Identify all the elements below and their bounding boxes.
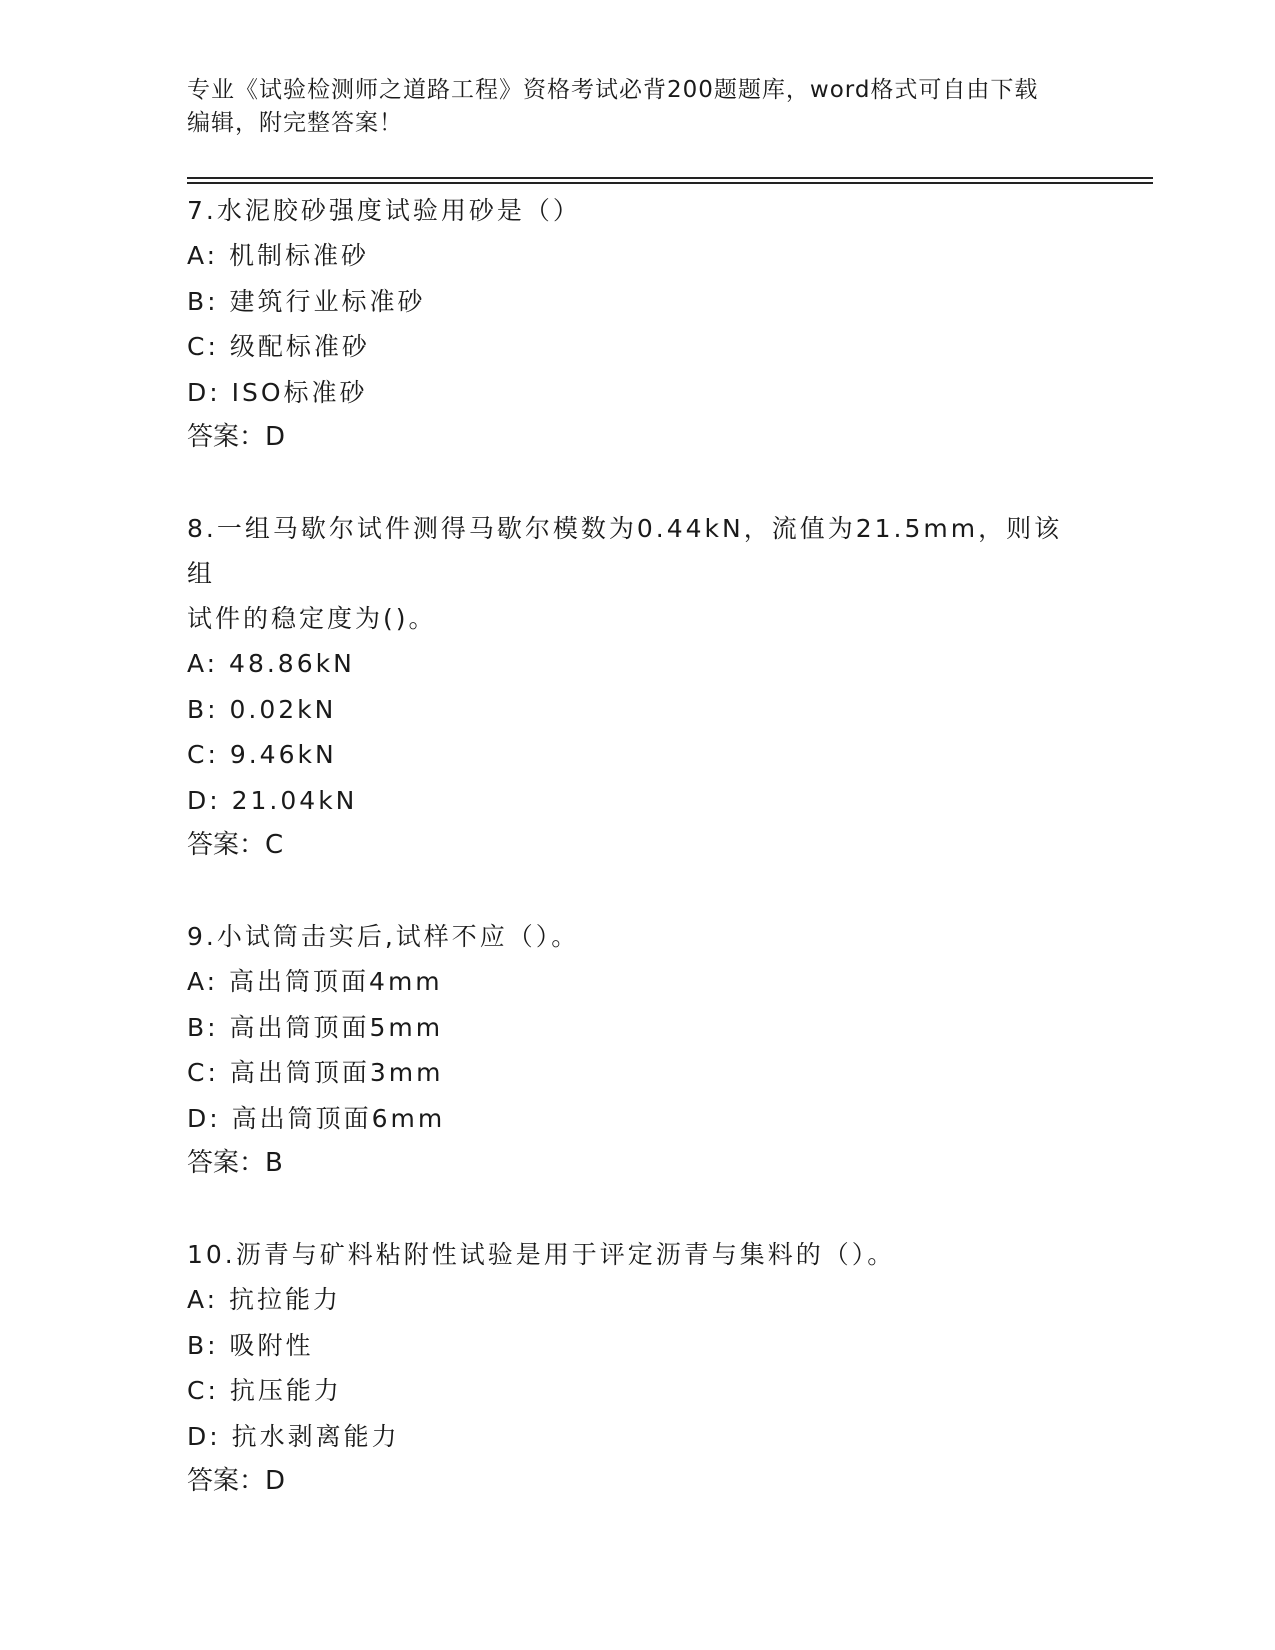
option-a: A: 机制标准砂 — [187, 241, 370, 270]
answer-label: 答案： — [187, 1466, 266, 1496]
option-b: B: 建筑行业标准砂 — [187, 286, 426, 316]
option-c: C: 高出筒顶面3mm — [187, 1058, 444, 1087]
document-header — [187, 74, 1087, 140]
option-c: C: 级配标准砂 — [187, 332, 370, 361]
answer-value: D — [265, 422, 286, 452]
header-line-2: 编辑，附完整答案！ — [187, 110, 403, 136]
question-stem: 10.沥青与矿料粘附性试验是用于评定沥青与集料的（）。 — [187, 1240, 896, 1269]
option-c: C: 抗压能力 — [187, 1376, 342, 1405]
option-a: A: 48.86kN — [187, 649, 355, 678]
option-d: D: 抗水剥离能力 — [187, 1421, 400, 1451]
answer-value: B — [265, 1148, 283, 1178]
option-d: D: ISO标准砂 — [187, 377, 368, 407]
option-a: A: 高出筒顶面4mm — [187, 967, 443, 996]
answer-line — [187, 1141, 1087, 1186]
answer-label: 答案： — [187, 830, 266, 860]
answer-line — [187, 823, 1087, 868]
question-9 — [187, 914, 1087, 1186]
answer-line — [187, 1459, 1087, 1504]
question-list — [187, 188, 1087, 1550]
option-a: A: 抗拉能力 — [187, 1285, 342, 1314]
question-stem: 9.小试筒击实后,试样不应（）。 — [187, 922, 580, 951]
option-c: C: 9.46kN — [187, 740, 337, 769]
answer-label: 答案： — [187, 422, 266, 452]
answer-label: 答案： — [187, 1148, 266, 1178]
question-8 — [187, 506, 1087, 868]
option-d: D: 21.04kN — [187, 785, 358, 815]
answer-value: D — [265, 1466, 286, 1496]
question-stem-continued: 试件的稳定度为()。 — [187, 604, 437, 633]
question-7 — [187, 188, 1087, 460]
header-divider-top — [187, 177, 1153, 179]
header-divider-bottom — [187, 182, 1153, 184]
answer-value: C — [265, 830, 284, 860]
option-b: B: 高出筒顶面5mm — [187, 1012, 444, 1042]
question-stem: 8.一组马歇尔试件测得马歇尔模数为0.44kN，流值为21.5mm，则该组 — [187, 514, 1063, 588]
option-b: B: 0.02kN — [187, 694, 337, 724]
header-line-1: 专业《试验检测师之道路工程》资格考试必背200题题库，word格式可自由下载 — [187, 77, 1039, 103]
option-b: B: 吸附性 — [187, 1330, 314, 1360]
option-d: D: 高出筒顶面6mm — [187, 1103, 446, 1133]
answer-line — [187, 415, 1087, 460]
question-10 — [187, 1232, 1087, 1504]
question-stem: 7.水泥胶砂强度试验用砂是（） — [187, 196, 581, 225]
